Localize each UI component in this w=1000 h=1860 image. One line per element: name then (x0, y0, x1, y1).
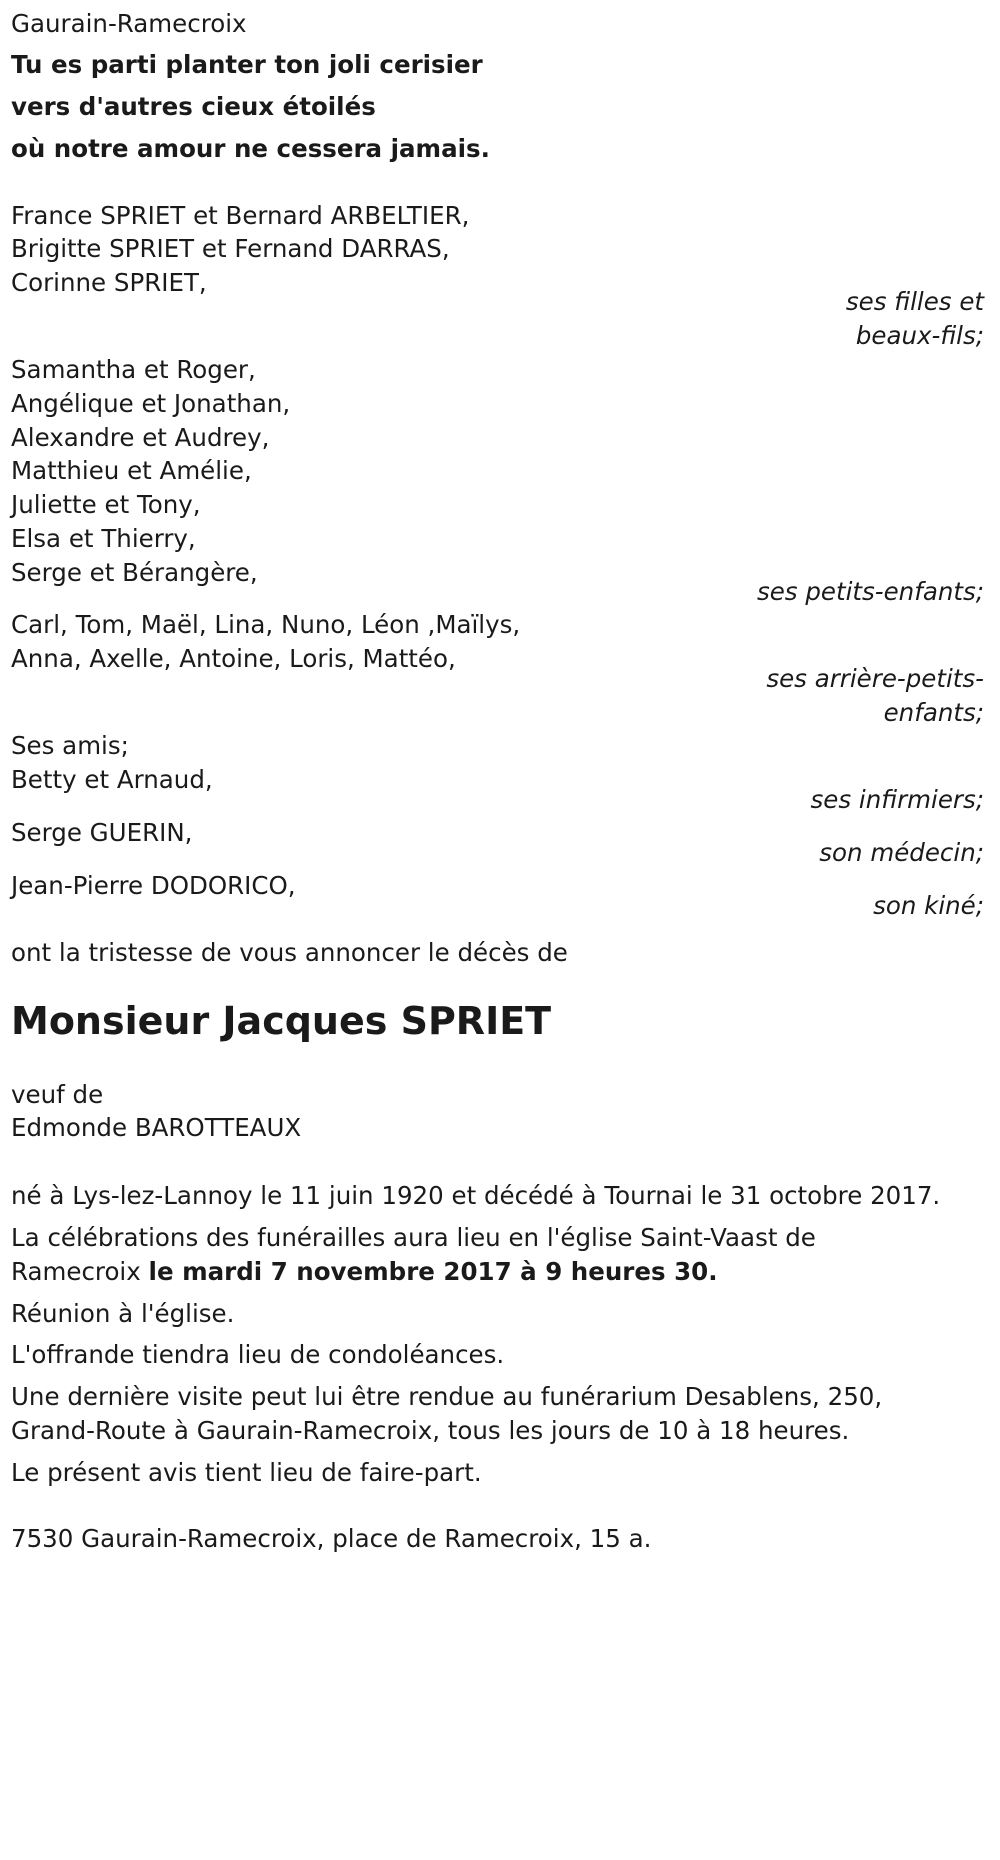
visit-text: Grand-Route à Gaurain-Ramecroix, tous les jours de 10 à 18 heures. (11, 1416, 850, 1445)
family-line: Corinne SPRIET, (11, 268, 207, 297)
family-line: Alexandre et Audrey, (11, 423, 270, 452)
family-line: Serge et Bérangère, (11, 558, 258, 587)
relation-label: ses arrière-petits- (766, 664, 984, 693)
family-line: Serge GUERIN, (11, 818, 193, 847)
family-line: Juliette et Tony, (11, 490, 201, 519)
family-line: Carl, Tom, Maël, Lina, Nuno, Léon ,Maïlys, (11, 610, 521, 639)
relation-label: son médecin; (819, 838, 984, 867)
family-line: France SPRIET et Bernard ARBELTIER, (11, 201, 470, 230)
reunion-text: Réunion à l'église. (11, 1299, 235, 1328)
family-line: Betty et Arnaud, (11, 765, 213, 794)
family-line: Matthieu et Amélie, (11, 456, 252, 485)
poem-line: Tu es parti planter ton joli cerisier (11, 50, 483, 79)
family-line: Elsa et Thierry, (11, 524, 196, 553)
funeral-text: La célébrations des funérailles aura lieu en l'église Saint-Vaast de (11, 1223, 816, 1252)
relation-label: enfants; (883, 698, 984, 727)
funeral-place: Ramecroix (11, 1257, 141, 1286)
relation-label: ses infirmiers; (810, 785, 984, 814)
visit-text: Une dernière visite peut lui être rendue au funérarium Desablens, 250, (11, 1382, 883, 1411)
family-line: Jean-Pierre DODORICO, (11, 871, 296, 900)
relation-label: ses petits-enfants; (756, 577, 984, 606)
funeral-date: le mardi 7 novembre 2017 à 9 heures 30. (148, 1257, 718, 1286)
relation-label: beaux-fils; (855, 321, 984, 350)
deceased-name: Monsieur Jacques SPRIET (11, 999, 552, 1043)
location-header: Gaurain-Ramecroix (11, 9, 247, 38)
family-line: Anna, Axelle, Antoine, Loris, Mattéo, (11, 644, 456, 673)
notice-text: Le présent avis tient lieu de faire-part. (11, 1458, 482, 1487)
poem-line: vers d'autres cieux étoilés (11, 92, 376, 121)
birth-death-text: né à Lys-lez-Lannoy le 11 juin 1920 et décédé à Tournai le 31 octobre 2017. (11, 1181, 941, 1210)
family-line: Brigitte SPRIET et Fernand DARRAS, (11, 234, 450, 263)
relation-label: ses filles et (845, 287, 984, 316)
poem-line: où notre amour ne cessera jamais. (11, 134, 490, 163)
widower-label: veuf de (11, 1080, 104, 1109)
address-text: 7530 Gaurain-Ramecroix, place de Ramecroix, 15 a. (11, 1524, 652, 1553)
announcement-text: ont la tristesse de vous annoncer le décès de (11, 938, 568, 967)
family-line: Ses amis; (11, 731, 129, 760)
family-line: Samantha et Roger, (11, 355, 256, 384)
spouse-name: Edmonde BAROTTEAUX (11, 1113, 302, 1142)
funeral-text-line2 (11, 1257, 718, 1286)
relation-label: son kiné; (873, 891, 984, 920)
offering-text: L'offrande tiendra lieu de condoléances. (11, 1340, 505, 1369)
family-line: Angélique et Jonathan, (11, 389, 291, 418)
